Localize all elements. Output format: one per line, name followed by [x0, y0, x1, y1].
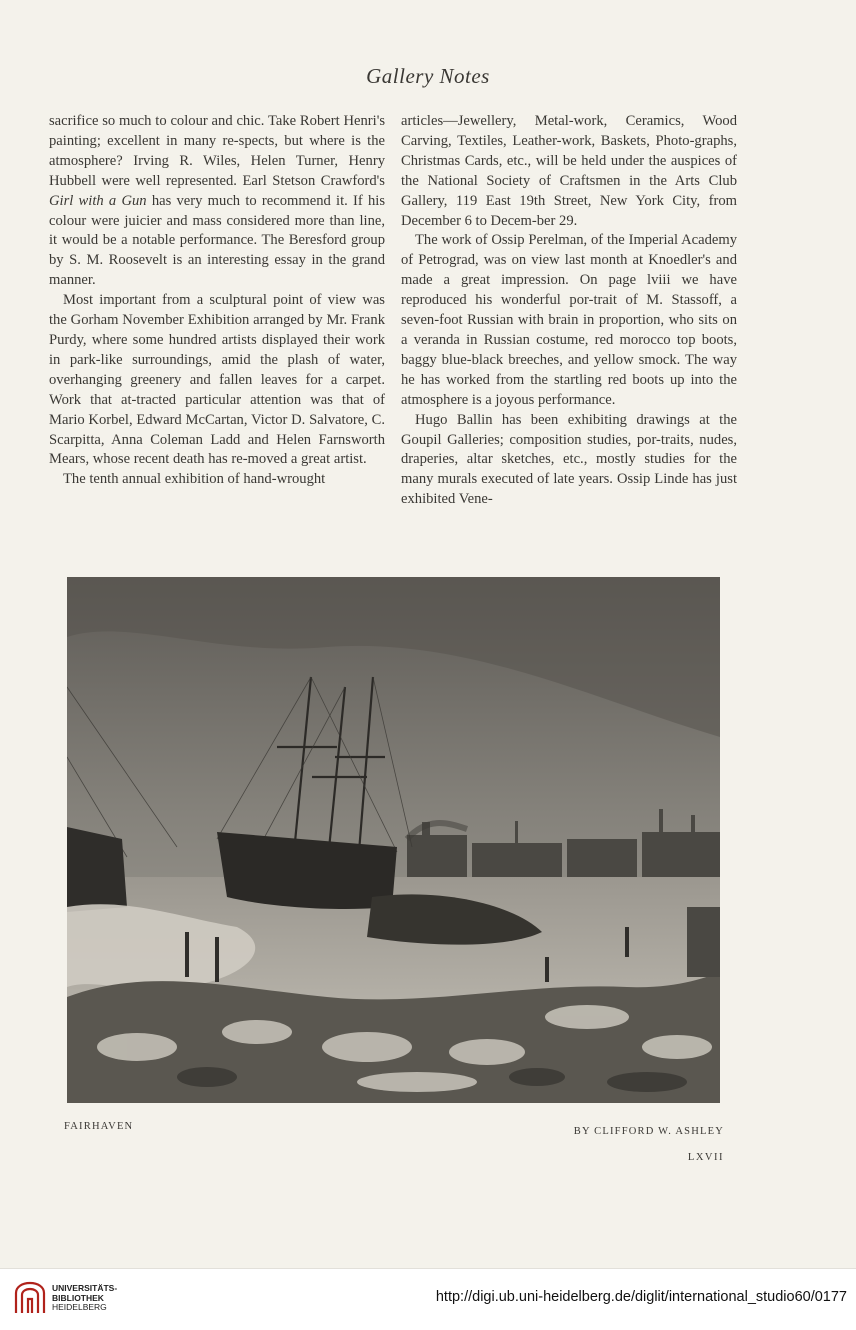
left-paragraph-1 [49, 112, 385, 291]
right-paragraph-3: Hugo Ballin has been exhibiting drawings at the Goupil Galleries; composition studies, por-traits, nudes, draperies, altar sketches, etc., mostly studies for the many murals executed of late years. Ossip Linde has just exhibited Vene- [401, 411, 737, 508]
left-paragraph-2: Most important from a sculptural point of view was the Gorham November Exhibition arranged by Mr. Frank Purdy, where some hundred artists displayed their work in park-like surroundings, amid the plash of water, overhanging greenery and fallen leaves for a carpet. Work that at-tracted particular attention was that of Mario Korbel, Edward McCartan, Victor D. Salvatore, C. Scarpitta, Anna Coleman Ladd and Helen Farnsworth Mears, whose recent death has re-moved a great artist. [49, 292, 385, 468]
university-library-logo-icon [10, 1279, 50, 1319]
page-number: LXVII [687, 1152, 724, 1163]
logo-line-1: UNIVERSITÄTS- [52, 1283, 118, 1293]
harbor-painting [67, 577, 720, 1103]
library-name [52, 1284, 117, 1313]
library-footer [0, 1268, 856, 1330]
right-column [401, 112, 737, 510]
left-column [49, 112, 385, 490]
text-run: sacrifice so much to colour and chic. Take Robert Henri's painting; excellent in many re-spects, but where is the atmosphere? Irving R. Wiles, Helen Turner, Henry Hubbell were well represented. Earl Stetson Crawford's [49, 113, 385, 189]
permalink[interactable]: http://digi.ub.uni-heidelberg.de/diglit/international_studio60/0177 [435, 1289, 847, 1305]
plate-artist: BY CLIFFORD W. ASHLEY [573, 1126, 724, 1137]
logo-line-2: BIBLIOTHEK [52, 1292, 104, 1303]
logo-line-3: HEIDELBERG [52, 1302, 107, 1312]
right-paragraph-2: The work of Ossip Perelman, of the Imperial Academy of Petrograd, was on view last month at Knoedler's and made a great impression. On page lviii we have reproduced his wonderful por-trait of M. Stassoff, a seven-foot Russian with brain in proportion, who sits on a veranda in Russian costume, red morocco top boots, baggy blue-black breeches, and yellow smock. The way he has worked from the startling red boots up into the atmosphere is a joyous performance. [401, 232, 737, 408]
painting-plate [67, 577, 720, 1103]
left-paragraph-3: The tenth annual exhibition of hand-wrought [63, 471, 326, 488]
artwork-title: Girl with a Gun [49, 192, 147, 209]
plate-title: FAIRHAVEN [64, 1121, 134, 1132]
right-paragraph-1: articles—Jewellery, Metal-work, Ceramics, Wood Carving, Textiles, Leather-work, Baskets, Photo-graphs, Christmas Cards, etc., will be held under the auspices of the National Society of Craftsmen in the Arts Club Gallery, 119 East 19th Street, New York City, from December 6 to Decem-ber 29. [401, 113, 737, 229]
page-title: Gallery Notes [366, 64, 490, 88]
text-run: has very much to recommend it. If his colour were juicier and mass considered more than line, it would be a notable performance. The Beresford group by S. M. Roosevelt is an interesting essay in the grand manner. [49, 192, 385, 289]
